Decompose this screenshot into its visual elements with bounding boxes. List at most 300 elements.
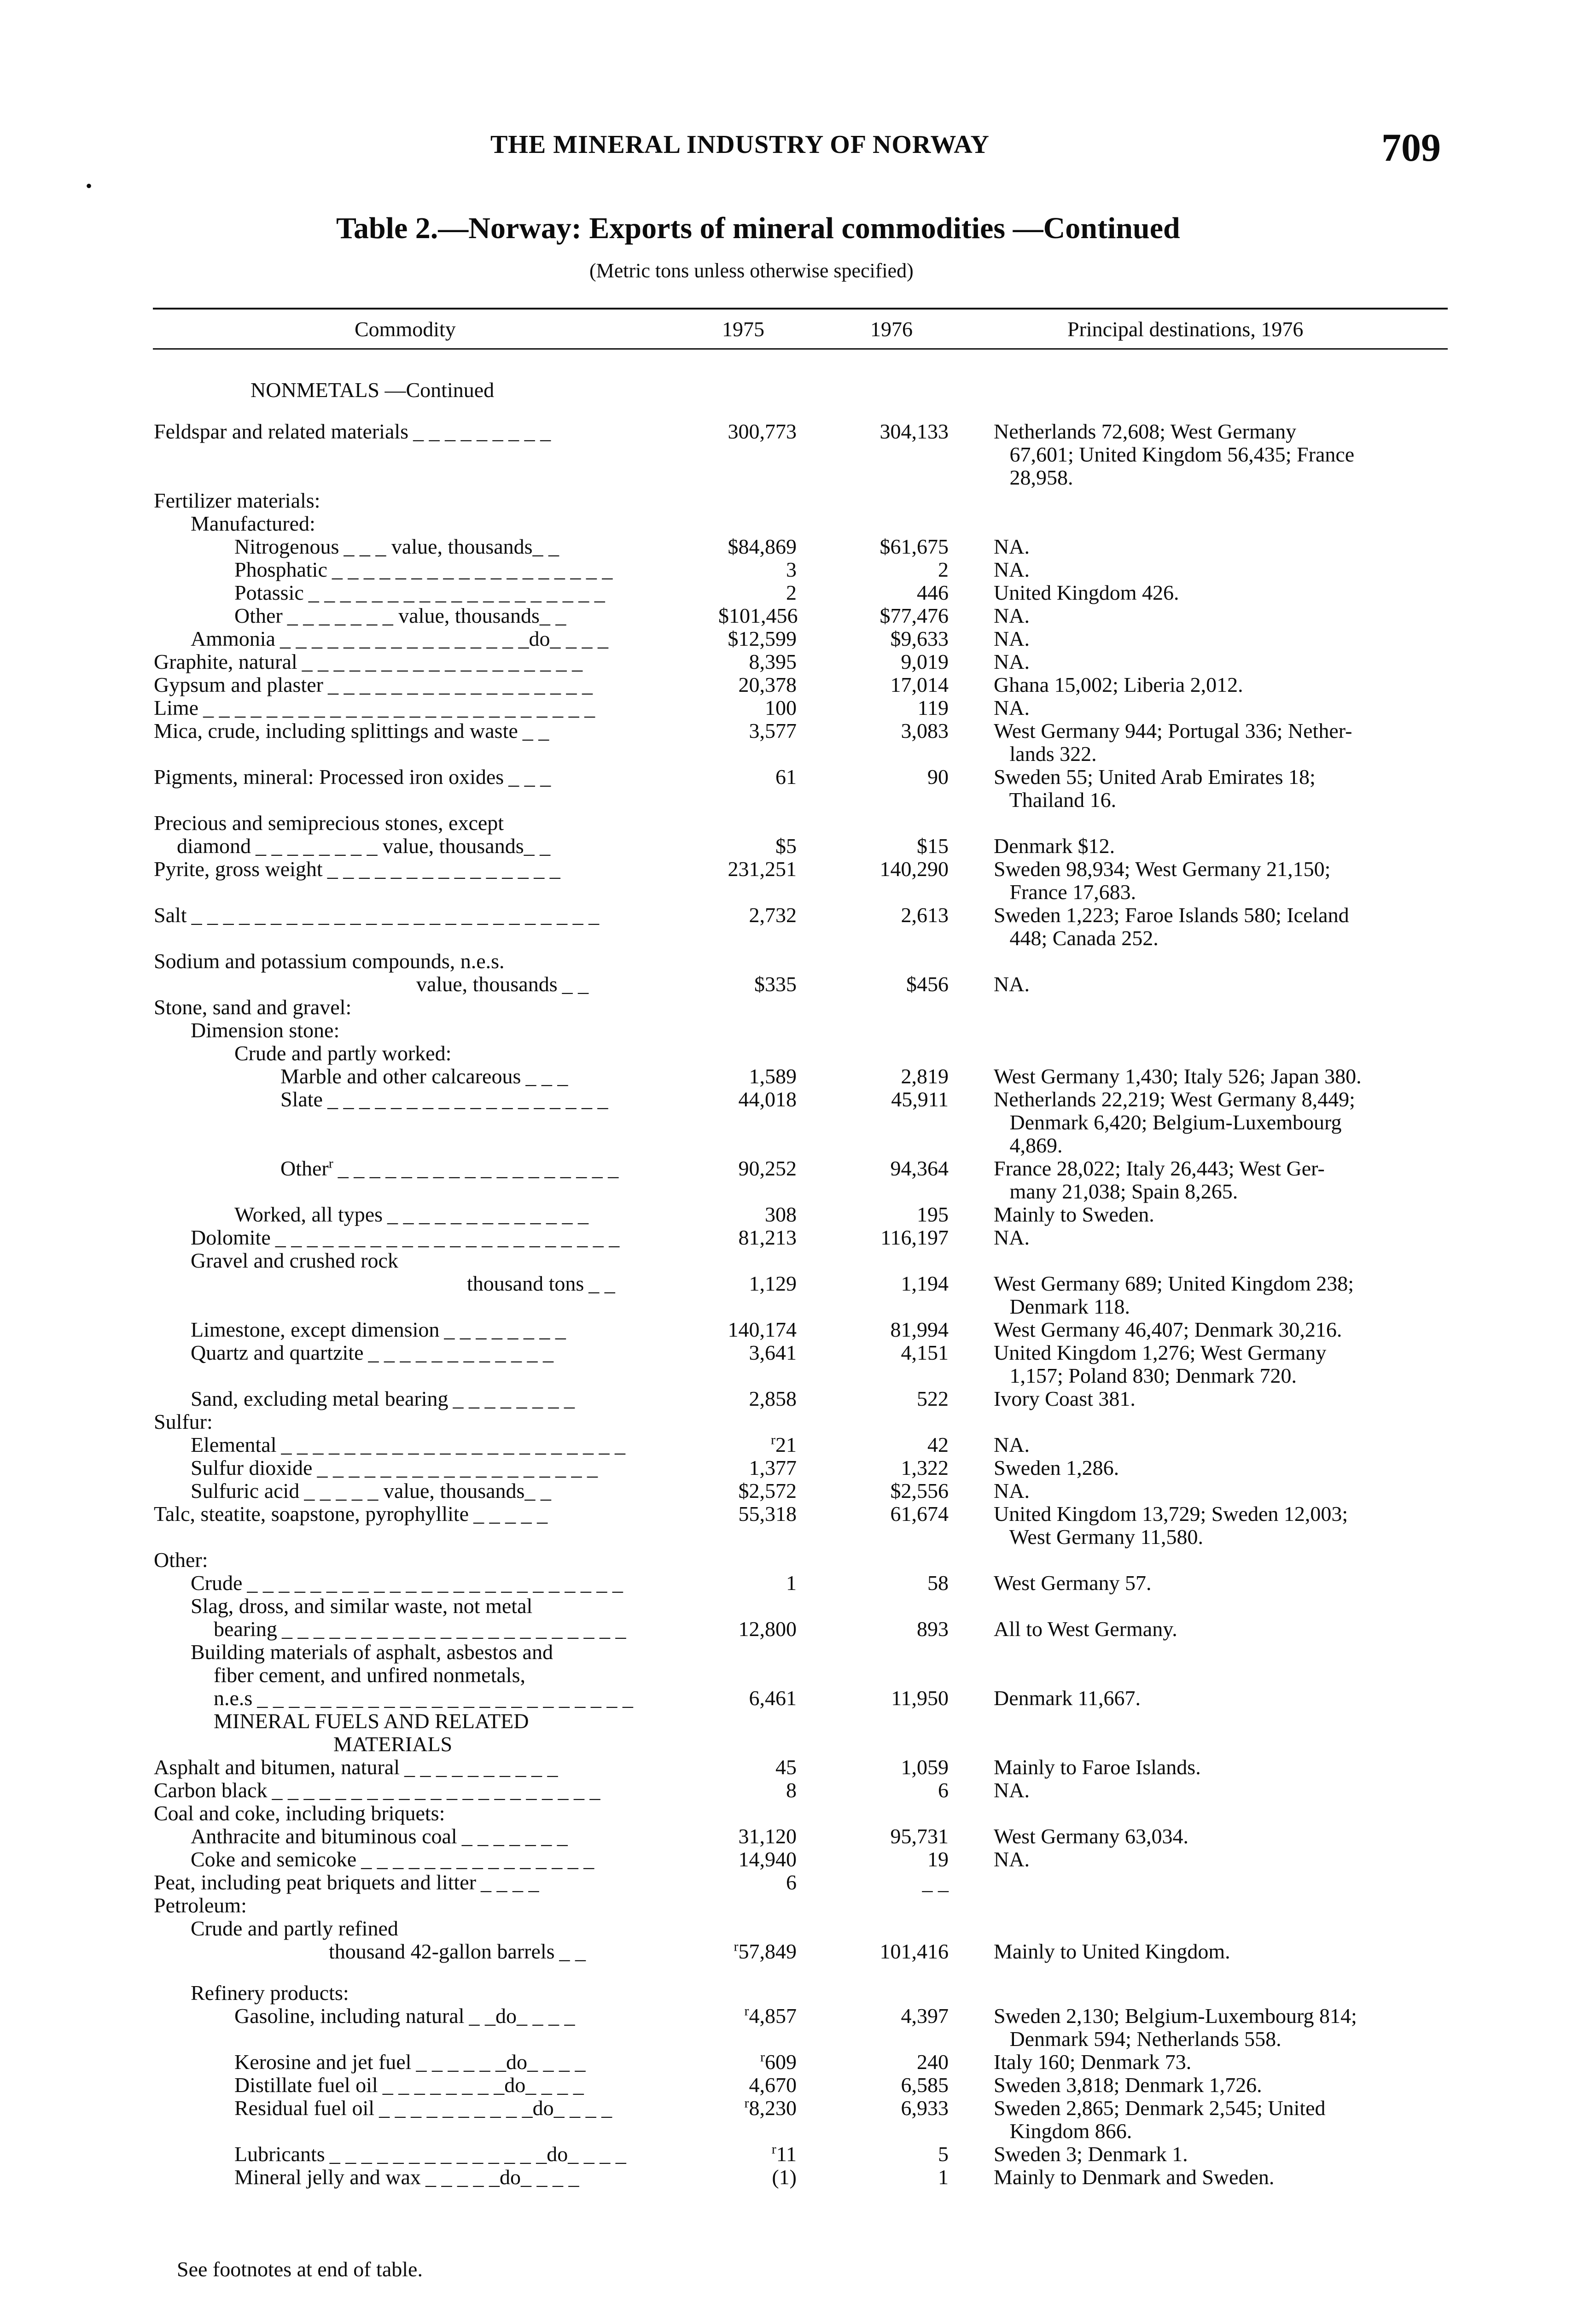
- value-1975: [718, 1871, 797, 1894]
- value-1975-text: 4,857: [749, 2004, 797, 2028]
- leader-dashes: _ _ _ _ _ _ _ _ value, thousands_ _: [255, 834, 551, 858]
- principal-destinations: United Kingdom 13,729; Sweden 12,003;: [994, 1502, 1348, 1526]
- value-1975: [718, 1572, 797, 1595]
- page-number: 709: [1381, 125, 1441, 170]
- value-1975-text: 2: [786, 581, 797, 604]
- value-1975: [718, 696, 797, 719]
- value-1975: [718, 420, 797, 443]
- commodity-text: Feldspar and related materials: [154, 420, 409, 443]
- commodity-label: [154, 1549, 208, 1572]
- commodity-text: Mica, crude, including splittings and waste: [154, 719, 518, 742]
- principal-destinations: NA.: [994, 696, 1030, 719]
- value-1976: 2: [938, 558, 949, 581]
- table-row: [0, 1549, 1596, 1572]
- table-row: [0, 1042, 1596, 1065]
- commodity-label: [177, 835, 550, 858]
- table-row: [0, 443, 1596, 466]
- leader-dashes: _ _do_ _ _ _: [469, 2004, 575, 2028]
- commodity-label: [467, 1272, 615, 1295]
- table-row: [0, 1272, 1596, 1295]
- value-1975: [718, 535, 797, 558]
- table-row: [0, 466, 1596, 489]
- principal-destinations: West Germany 944; Portugal 336; Nether-: [994, 719, 1352, 742]
- leader-dashes: _ _ _ _ _ _ _ _ _ _ _ _ _ _ _ _ _ _: [338, 1157, 619, 1180]
- value-1976: 4,397: [901, 2004, 949, 2028]
- commodity-label: [191, 1387, 575, 1410]
- commodity-label: [234, 1042, 451, 1065]
- commodity-label: [154, 1802, 445, 1825]
- leader-dashes: _ _: [562, 972, 589, 996]
- commodity-label: [154, 904, 599, 927]
- commodity-label: [234, 535, 559, 558]
- leader-dashes: _ _ _ _ _ _ _ _ _ _ _ _ _ _ _ _ _ _ _ _ _ _ _ _: [257, 1686, 633, 1710]
- commodity-label: [234, 558, 612, 581]
- value-1975: [718, 604, 797, 627]
- leader-dashes: _ _ _ _ _ _ _: [461, 1824, 568, 1848]
- principal-destinations: NA.: [994, 650, 1030, 673]
- commodity-label: [234, 1203, 588, 1226]
- value-1976: 1,194: [901, 1272, 949, 1295]
- commodity-label: [191, 1982, 349, 2005]
- commodity-text: Stone, sand and gravel:: [154, 995, 352, 1019]
- commodity-text: Nitrogenous: [234, 535, 339, 558]
- commodity-label: [191, 1226, 619, 1249]
- commodity-text: Gravel and crushed rock: [191, 1249, 398, 1272]
- principal-destinations: NA.: [994, 1226, 1030, 1249]
- table-row: [0, 766, 1596, 789]
- value-1976: $77,476: [880, 604, 949, 627]
- value-1976: 95,731: [890, 1824, 949, 1848]
- commodity-text: Salt: [154, 903, 187, 927]
- leader-dashes: _ _: [588, 1272, 615, 1295]
- commodity-text: Distillate fuel oil: [234, 2073, 378, 2097]
- value-1975: [718, 1433, 797, 1456]
- value-1975-text: 44,018: [738, 1087, 797, 1111]
- leader-dashes: _ _ _ _: [481, 1870, 539, 1894]
- commodity-text: Crude: [191, 1571, 243, 1595]
- value-1975-text: (1): [772, 2165, 797, 2189]
- commodity-label: [191, 1572, 623, 1595]
- table-row: [0, 1917, 1596, 1940]
- leader-dashes: _ _ _ _ _ _ _ _ _ _do_ _ _ _: [379, 2096, 612, 2120]
- commodity-label: [154, 696, 595, 719]
- value-1975: [718, 2074, 797, 2097]
- value-1976: 6,933: [901, 2096, 949, 2120]
- commodity-label: [280, 1088, 608, 1111]
- table-row: [0, 558, 1596, 581]
- commodity-label: [154, 1502, 548, 1526]
- commodity-text: Other: [280, 1157, 329, 1180]
- leader-dashes: _ _ _ _ _ _ _ _ _ _ _ _ _ _ _: [361, 1847, 594, 1871]
- principal-destinations: Mainly to Denmark and Sweden.: [994, 2165, 1275, 2189]
- value-1976: $456: [906, 972, 949, 996]
- leader-dashes: _ _ _ _ _ _ _ _ _ _ _ _ _ _ _ _ _ _: [327, 1087, 608, 1111]
- leader-dashes: _ _ _ _ _ _ _ _: [453, 1387, 575, 1410]
- revision-mark: r: [771, 2141, 776, 2157]
- table-row: [0, 789, 1596, 812]
- table-row: [0, 996, 1596, 1019]
- commodity-text: value, thousands: [416, 972, 558, 996]
- value-1976: 2,613: [901, 903, 949, 927]
- table-row: [0, 1641, 1596, 1664]
- commodity-label: [234, 2051, 585, 2074]
- commodity-label: [250, 379, 494, 402]
- value-1975: [718, 2166, 797, 2189]
- value-1975-text: 20,378: [738, 673, 797, 696]
- value-1975: [718, 904, 797, 927]
- value-1975-text: $101,456: [718, 604, 798, 627]
- commodity-label: [154, 1779, 600, 1802]
- value-1976: 58: [927, 1571, 949, 1595]
- commodity-text: Crude and partly refined: [191, 1917, 398, 1940]
- table-row: [0, 1387, 1596, 1410]
- principal-destinations: West Germany 689; United Kingdom 238;: [994, 1272, 1354, 1295]
- principal-destinations: Sweden 2,130; Belgium-Luxembourg 814;: [994, 2004, 1357, 2028]
- principal-destinations: Netherlands 72,608; West Germany: [994, 420, 1297, 443]
- commodity-text: Asphalt and bitumen, natural: [154, 1755, 400, 1779]
- commodity-label: [234, 2166, 579, 2189]
- value-1975-text: 1,377: [749, 1456, 797, 1479]
- commodity-label: [191, 1318, 566, 1341]
- table-row: [0, 581, 1596, 604]
- value-1976: 94,364: [890, 1157, 949, 1180]
- value-1976: 1,059: [901, 1755, 949, 1779]
- value-1975: [718, 1848, 797, 1871]
- table-row: [0, 1341, 1596, 1364]
- leader-dashes: _ _ _ _ _ _ _ _ _ _: [404, 1755, 558, 1779]
- value-1975-text: 14,940: [738, 1847, 797, 1871]
- leader-dashes: _ _ _ _ _ _do_ _ _ _: [416, 2050, 586, 2074]
- value-1975-text: 2,858: [749, 1387, 797, 1410]
- principal-destinations: Thailand 16.: [994, 788, 1117, 812]
- table-row: [0, 1364, 1596, 1387]
- table-row: [0, 973, 1596, 996]
- commodity-label: [191, 1595, 532, 1618]
- value-1975-text: $5: [775, 834, 797, 858]
- leader-dashes: _ _: [559, 1940, 586, 1963]
- value-1975-text: 3,577: [749, 719, 797, 742]
- revision-mark: r: [744, 2003, 749, 2019]
- leader-dashes: _ _ _ _ _ _ _ _ _ _ _ _ _ _ _: [327, 857, 560, 881]
- value-1975: [718, 2005, 797, 2028]
- value-1975-text: 6: [786, 1870, 797, 1894]
- commodity-text: Limestone, except dimension: [191, 1318, 440, 1341]
- value-1975-text: $84,869: [728, 535, 797, 558]
- commodity-label: [191, 512, 315, 535]
- table-row: [0, 1802, 1596, 1825]
- principal-destinations: 67,601; United Kingdom 56,435; France: [994, 443, 1355, 466]
- commodity-text: Kerosine and jet fuel: [234, 2050, 412, 2074]
- value-1975: [718, 1825, 797, 1848]
- table-row: [0, 1019, 1596, 1042]
- value-1976: 140,290: [880, 857, 949, 881]
- commodity-text: Phosphatic: [234, 558, 327, 581]
- commodity-text: thousand tons: [467, 1272, 584, 1295]
- commodity-text: bearing: [214, 1617, 277, 1641]
- commodity-label: [234, 2143, 626, 2166]
- principal-destinations: Sweden 55; United Arab Emirates 18;: [994, 765, 1316, 789]
- commodity-text: Lubricants: [234, 2142, 325, 2166]
- value-1976: 4,151: [901, 1341, 949, 1364]
- commodity-text: Crude and partly worked:: [234, 1041, 452, 1065]
- principal-destinations: Ivory Coast 381.: [994, 1387, 1136, 1410]
- leader-dashes: _ _ _ _ _ _ _ _ _ _ _ _ _ _do_ _ _ _: [329, 2142, 626, 2166]
- principal-destinations: West Germany 57.: [994, 1571, 1152, 1595]
- principal-destinations: NA.: [994, 1847, 1030, 1871]
- value-1975-text: $2,572: [738, 1479, 797, 1502]
- commodity-text: Graphite, natural: [154, 650, 297, 673]
- value-1976: $9,633: [890, 627, 949, 650]
- commodity-text: Sulfur dioxide: [191, 1456, 313, 1479]
- table-row: [0, 1295, 1596, 1318]
- value-1975-text: 1,589: [749, 1064, 797, 1088]
- value-1975: [718, 1318, 797, 1341]
- table-row: [0, 950, 1596, 973]
- leader-dashes: _ _ _ _ _ _ _ _ _ _ _ _ _ _ _ _ _ _ _ _ _ _ _ _ _ _: [191, 903, 600, 927]
- commodity-text: Potassic: [234, 581, 304, 604]
- commodity-text: MATERIALS: [333, 1732, 453, 1756]
- value-1975: [718, 1065, 797, 1088]
- table-row: [0, 742, 1596, 766]
- revision-mark: r: [328, 1156, 333, 1171]
- commodity-text: Talc, steatite, soapstone, pyrophyllite: [154, 1502, 469, 1526]
- leader-dashes: _ _ _: [525, 1064, 568, 1088]
- value-1976: 11,950: [891, 1686, 949, 1710]
- principal-destinations: West Germany 1,430; Italy 526; Japan 380.: [994, 1064, 1362, 1088]
- commodity-text: Slate: [280, 1087, 323, 1111]
- commodity-label: [280, 1157, 618, 1180]
- principal-destinations: Sweden 3; Denmark 1.: [994, 2142, 1188, 2166]
- value-1975: [718, 719, 797, 742]
- commodity-text: Pigments, mineral: Processed iron oxides: [154, 765, 504, 789]
- principal-destinations: France 17,683.: [994, 880, 1136, 904]
- footnote: See footnotes at end of table.: [177, 2257, 423, 2281]
- principal-destinations: NA.: [994, 604, 1030, 627]
- commodity-label: [154, 420, 551, 443]
- value-1975-text: 55,318: [738, 1502, 797, 1526]
- header-bottom-rule: [153, 348, 1448, 350]
- value-1975-text: 21: [775, 1433, 797, 1456]
- principal-destinations: All to West Germany.: [994, 1617, 1177, 1641]
- leader-dashes: _ _ _ _ _ _ _ _: [444, 1318, 566, 1341]
- principal-destinations: Denmark 6,420; Belgium-Luxembourg: [994, 1111, 1342, 1134]
- principal-destinations: Denmark 11,667.: [994, 1686, 1141, 1710]
- table-row: [0, 812, 1596, 835]
- table-row: [0, 1848, 1596, 1871]
- commodity-text: Building materials of asphalt, asbestos and: [191, 1640, 553, 1664]
- commodity-label: [191, 1848, 594, 1871]
- table-row: [0, 1825, 1596, 1848]
- value-1975-text: 3: [786, 558, 797, 581]
- value-1975: [718, 558, 797, 581]
- value-1975-text: 6,461: [749, 1686, 797, 1710]
- principal-destinations: many 21,038; Spain 8,265.: [994, 1180, 1238, 1203]
- table-row: [0, 604, 1596, 627]
- leader-dashes: _ _ _ _ _ _ _ _ _ _ _ _ _ _ _ _ _ _ _ _ _: [272, 1778, 600, 1802]
- value-1975: [718, 766, 797, 789]
- leader-dashes: _ _ _ _ _ _ _ _ _ _ _ _ _ _ _ _ _ _ _ _ _ _: [281, 1433, 625, 1456]
- value-1975: [718, 1502, 797, 1526]
- table-subtitle: (Metric tons unless otherwise specified): [589, 259, 914, 282]
- commodity-label: [154, 812, 504, 835]
- table-row: [0, 673, 1596, 696]
- leader-dashes: _ _ _ _ _ _ _ value, thousands_ _: [287, 604, 566, 627]
- value-1975-text: 140,174: [728, 1318, 797, 1341]
- value-1975: [718, 627, 797, 650]
- table-row: [0, 1664, 1596, 1687]
- principal-destinations: Denmark 118.: [994, 1295, 1130, 1318]
- commodity-text: Lime: [154, 696, 199, 719]
- commodity-text: n.e.s: [214, 1686, 253, 1710]
- table-row: [0, 858, 1596, 881]
- leader-dashes: _ _ _: [508, 765, 551, 789]
- value-1975-text: 81,213: [738, 1226, 797, 1249]
- table-row: [0, 2097, 1596, 2120]
- revision-mark: r: [760, 2049, 765, 2065]
- value-1976: 45,911: [891, 1087, 949, 1111]
- value-1975: [718, 1341, 797, 1364]
- value-1976: 1,322: [901, 1456, 949, 1479]
- value-1976: 6: [938, 1778, 949, 1802]
- value-1975: [718, 973, 797, 996]
- leader-dashes: _ _ _ _ _ _ _ _ _ _ _ _ _: [387, 1203, 589, 1226]
- table-row: [0, 489, 1596, 512]
- leader-dashes: _ _ _ _ _ _ _ _ _ _ _ _ _ _ _ _ _ _ _: [308, 581, 605, 604]
- value-1975-text: 1,129: [749, 1272, 797, 1295]
- value-1975-text: 31,120: [738, 1824, 797, 1848]
- value-1976: $2,556: [890, 1479, 949, 1502]
- leader-dashes: _ _ _ _ _ _ _ _ _ _ _ _ _ _ _ _ _ _: [317, 1456, 598, 1479]
- value-1975: [718, 1779, 797, 1802]
- leader-dashes: _ _ _ _ _ _ _ _ _ _ _ _ _ _ _ _ _: [327, 673, 593, 696]
- commodity-text: Coal and coke, including briquets:: [154, 1801, 445, 1825]
- commodity-text: Ammonia: [191, 627, 275, 650]
- table-row: [0, 1572, 1596, 1595]
- principal-destinations: NA.: [994, 1778, 1030, 1802]
- leader-dashes: _ _ _ _ _ _ _ _ _ _ _ _ _ _ _ _ _ _: [332, 558, 613, 581]
- value-1976: 240: [917, 2050, 949, 2074]
- commodity-label: [234, 2097, 612, 2120]
- commodity-text: NONMETALS —Continued: [250, 378, 495, 402]
- principal-destinations: Denmark $12.: [994, 834, 1115, 858]
- value-1975: [718, 1387, 797, 1410]
- commodity-text: Slag, dross, and similar waste, not metal: [191, 1594, 533, 1618]
- table-row: [0, 1779, 1596, 1802]
- commodity-label: [191, 1433, 625, 1456]
- commodity-label: [416, 973, 588, 996]
- commodity-text: MINERAL FUELS AND RELATED: [214, 1709, 529, 1733]
- commodity-label: [154, 489, 320, 512]
- commodity-text: Elemental: [191, 1433, 277, 1456]
- table-row: [0, 1203, 1596, 1226]
- value-1975: [718, 1272, 797, 1295]
- commodity-text: diamond: [177, 834, 251, 858]
- principal-destinations: West Germany 63,034.: [994, 1824, 1188, 1848]
- table-row: [0, 1456, 1596, 1479]
- table-row: [0, 927, 1596, 950]
- table-row: [0, 1982, 1596, 2005]
- principal-destinations: 1,157; Poland 830; Denmark 720.: [994, 1364, 1297, 1387]
- value-1975-text: 61: [775, 765, 797, 789]
- table-row: [0, 1249, 1596, 1272]
- principal-destinations: NA.: [994, 558, 1030, 581]
- commodity-label: [214, 1664, 525, 1687]
- value-1975: [718, 1687, 797, 1710]
- value-1976: $61,675: [880, 535, 949, 558]
- table-row: [0, 2051, 1596, 2074]
- value-1975: [718, 2097, 797, 2120]
- commodity-text: Manufactured:: [191, 512, 315, 535]
- principal-destinations: NA.: [994, 1479, 1030, 1502]
- value-1975-text: 45: [775, 1755, 797, 1779]
- value-1976: _ _: [922, 1870, 949, 1894]
- value-1976: 19: [927, 1847, 949, 1871]
- table-row: [0, 1318, 1596, 1341]
- table-row: [0, 719, 1596, 742]
- table-row: [0, 1710, 1596, 1733]
- commodity-label: [191, 1917, 398, 1940]
- commodity-label: [333, 1733, 452, 1756]
- value-1975-text: $335: [754, 972, 797, 996]
- commodity-label: [154, 950, 505, 973]
- commodity-label: [154, 1894, 247, 1917]
- table-row: [0, 2028, 1596, 2051]
- value-1976: 81,994: [890, 1318, 949, 1341]
- principal-destinations: lands 322.: [994, 742, 1097, 766]
- value-1976: 195: [917, 1203, 949, 1226]
- table-row: [0, 1134, 1596, 1157]
- principal-destinations: Ghana 15,002; Liberia 2,012.: [994, 673, 1243, 696]
- value-1975-text: 609: [765, 2050, 797, 2074]
- leader-dashes: _ _ _ _ _ _ _ _ _ _ _ _ _ _ _ _ _ _ _ _ _ _: [275, 1226, 620, 1249]
- value-1975: [718, 581, 797, 604]
- value-1975: [718, 1618, 797, 1641]
- table-top-rule: [153, 308, 1448, 310]
- table-row: [0, 2074, 1596, 2097]
- value-1975-text: 90,252: [738, 1157, 797, 1180]
- value-1975: [718, 1456, 797, 1479]
- value-1976: 893: [917, 1617, 949, 1641]
- principal-destinations: NA.: [994, 627, 1030, 650]
- leader-dashes: _ _ _ _ _ _ _ _do_ _ _ _: [382, 2073, 584, 2097]
- table-row: [0, 650, 1596, 673]
- table-row: [0, 2166, 1596, 2189]
- value-1976: 61,674: [890, 1502, 949, 1526]
- commodity-text: Quartz and quartzite: [191, 1341, 364, 1364]
- commodity-label: [191, 1641, 553, 1664]
- commodity-text: thousand 42-gallon barrels: [329, 1940, 555, 1963]
- value-1976: 304,133: [880, 420, 949, 443]
- value-1976: 3,083: [901, 719, 949, 742]
- value-1976: 2,819: [901, 1064, 949, 1088]
- table-row: [0, 1526, 1596, 1549]
- commodity-text: Mineral jelly and wax: [234, 2165, 421, 2189]
- column-header-1975: 1975: [722, 317, 764, 341]
- principal-destinations: United Kingdom 1,276; West Germany: [994, 1341, 1327, 1364]
- revision-mark: r: [771, 1432, 775, 1448]
- commodity-label: [154, 766, 551, 789]
- commodity-text: Sulfur:: [154, 1410, 213, 1433]
- value-1976: 6,585: [901, 2073, 949, 2097]
- principal-destinations: Mainly to United Kingdom.: [994, 1940, 1230, 1963]
- table-row: [0, 696, 1596, 719]
- principal-destinations: Netherlands 22,219; West Germany 8,449;: [994, 1087, 1355, 1111]
- commodity-text: Anthracite and bituminous coal: [191, 1824, 457, 1848]
- table-title: Table 2.—Norway: Exports of mineral commodities —Continued: [336, 211, 1180, 245]
- value-1975-text: 57,849: [738, 1940, 797, 1963]
- leader-dashes: _ _ _ _ _: [473, 1502, 548, 1526]
- leader-dashes: _ _ _ _ _ _ _ _ _ _ _ _ _ _ _ _ _ _ _ _ _ _ _ _ _: [203, 696, 595, 719]
